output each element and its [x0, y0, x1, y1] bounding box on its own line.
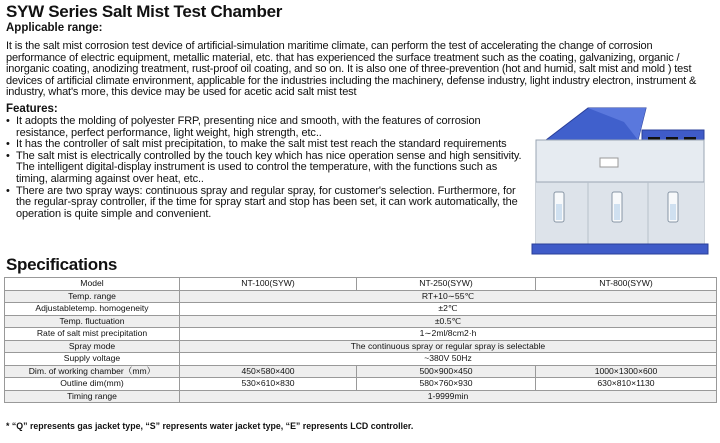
footnote: * “Q” represents gas jacket type, “S” represents water jacket type, “E” represents LCD controller. [6, 421, 414, 431]
feature-item: • The salt mist is electrically controlled by the touch key which has nice operation sense and high sensitivity. The intelligent digital-display instrument is used to control the temperature, with the functions such as timing, alarming against over heat, etc.. [6, 151, 526, 186]
table-cell: 500×900×450 [357, 365, 536, 378]
table-cell: Rate of salt mist precipitation [5, 328, 180, 341]
table-cell: NT-250(SYW) [357, 278, 536, 291]
table-cell: Adjustabletemp. homogeneity [5, 303, 180, 316]
table-cell: NT-100(SYW) [180, 278, 357, 291]
table-cell: 580×760×930 [357, 378, 536, 391]
table-cell: Supply voltage [5, 353, 180, 366]
table-row [5, 315, 717, 328]
table-row [5, 303, 717, 316]
table-cell: Timing range [5, 390, 180, 403]
table-row [5, 378, 717, 391]
table-row [5, 340, 717, 353]
table-cell: The continuous spray or regular spray is selectable [180, 340, 717, 353]
table-row [5, 278, 717, 291]
table-row [5, 290, 717, 303]
table-cell: 1∼2ml/8cm2·h [180, 328, 717, 341]
table-cell: Spray mode [5, 340, 180, 353]
salt-mist-chamber-image [528, 100, 716, 260]
table-row [5, 328, 717, 341]
table-cell: Temp. range [5, 290, 180, 303]
table-cell: Model [5, 278, 180, 291]
features-heading: Features: [6, 103, 58, 115]
table-cell: Outline dim(mm) [5, 378, 180, 391]
table-cell: NT-800(SYW) [536, 278, 717, 291]
table-cell: 630×810×1130 [536, 378, 717, 391]
applicable-range-heading: Applicable range: [6, 22, 103, 34]
table-cell: 530×610×830 [180, 378, 357, 391]
table-cell: 450×580×400 [180, 365, 357, 378]
table-cell: 1000×1300×600 [536, 365, 717, 378]
feature-item: • It has the controller of salt mist precipitation, to make the salt mist test reach the standard requirements [6, 139, 526, 151]
table-cell: ±0.5℃ [180, 315, 717, 328]
feature-item: • There are two spray ways: continuous spray and regular spray, for customer's selection. Furthermore, for the regular-spray controller, if the time for spray start and stop has been set, it can work automatically, the operation is quite simple and convenient. [6, 186, 526, 221]
table-row [5, 365, 717, 378]
table-row [5, 353, 717, 366]
applicable-range-text: It is the salt mist corrosion test device of artificial-simulation maritime climate, can perform the test of accelerating the change of corrosion performance of electric equipment, metallic material, etc. that has experienced the surface treatment such as the coating, galvanizing, organic / inorganic coating, anodizing treatment, rust-proof oil coating, and so on. It is also one of three-prevention (hot and humid, salt mist and mold ) test devices of artificial climate environment, applicable for the industries including the machinery, defense industry, light industry electron, instrument & industry, what's more, this device may be used for acetic acid salt mist test [6, 40, 697, 98]
specifications-table [4, 277, 717, 403]
feature-item: • It adopts the molding of polyester FRP, presenting nice and smooth, with the features of corrosion resistance, perfect performance, light weight, high strength, etc.. [6, 116, 526, 139]
table-cell: Temp. fluctuation [5, 315, 180, 328]
table-cell: 1-9999min [180, 390, 717, 403]
table-cell: Dim. of working chamber（mm） [5, 365, 180, 378]
table-row [5, 390, 717, 403]
page-title: SYW Series Salt Mist Test Chamber [6, 2, 283, 21]
table-cell: ~380V 50Hz [180, 353, 717, 366]
table-cell: ±2℃ [180, 303, 717, 316]
table-cell: RT+10∼55℃ [180, 290, 717, 303]
features-list [6, 116, 526, 220]
specifications-heading: Specifications [6, 255, 118, 274]
